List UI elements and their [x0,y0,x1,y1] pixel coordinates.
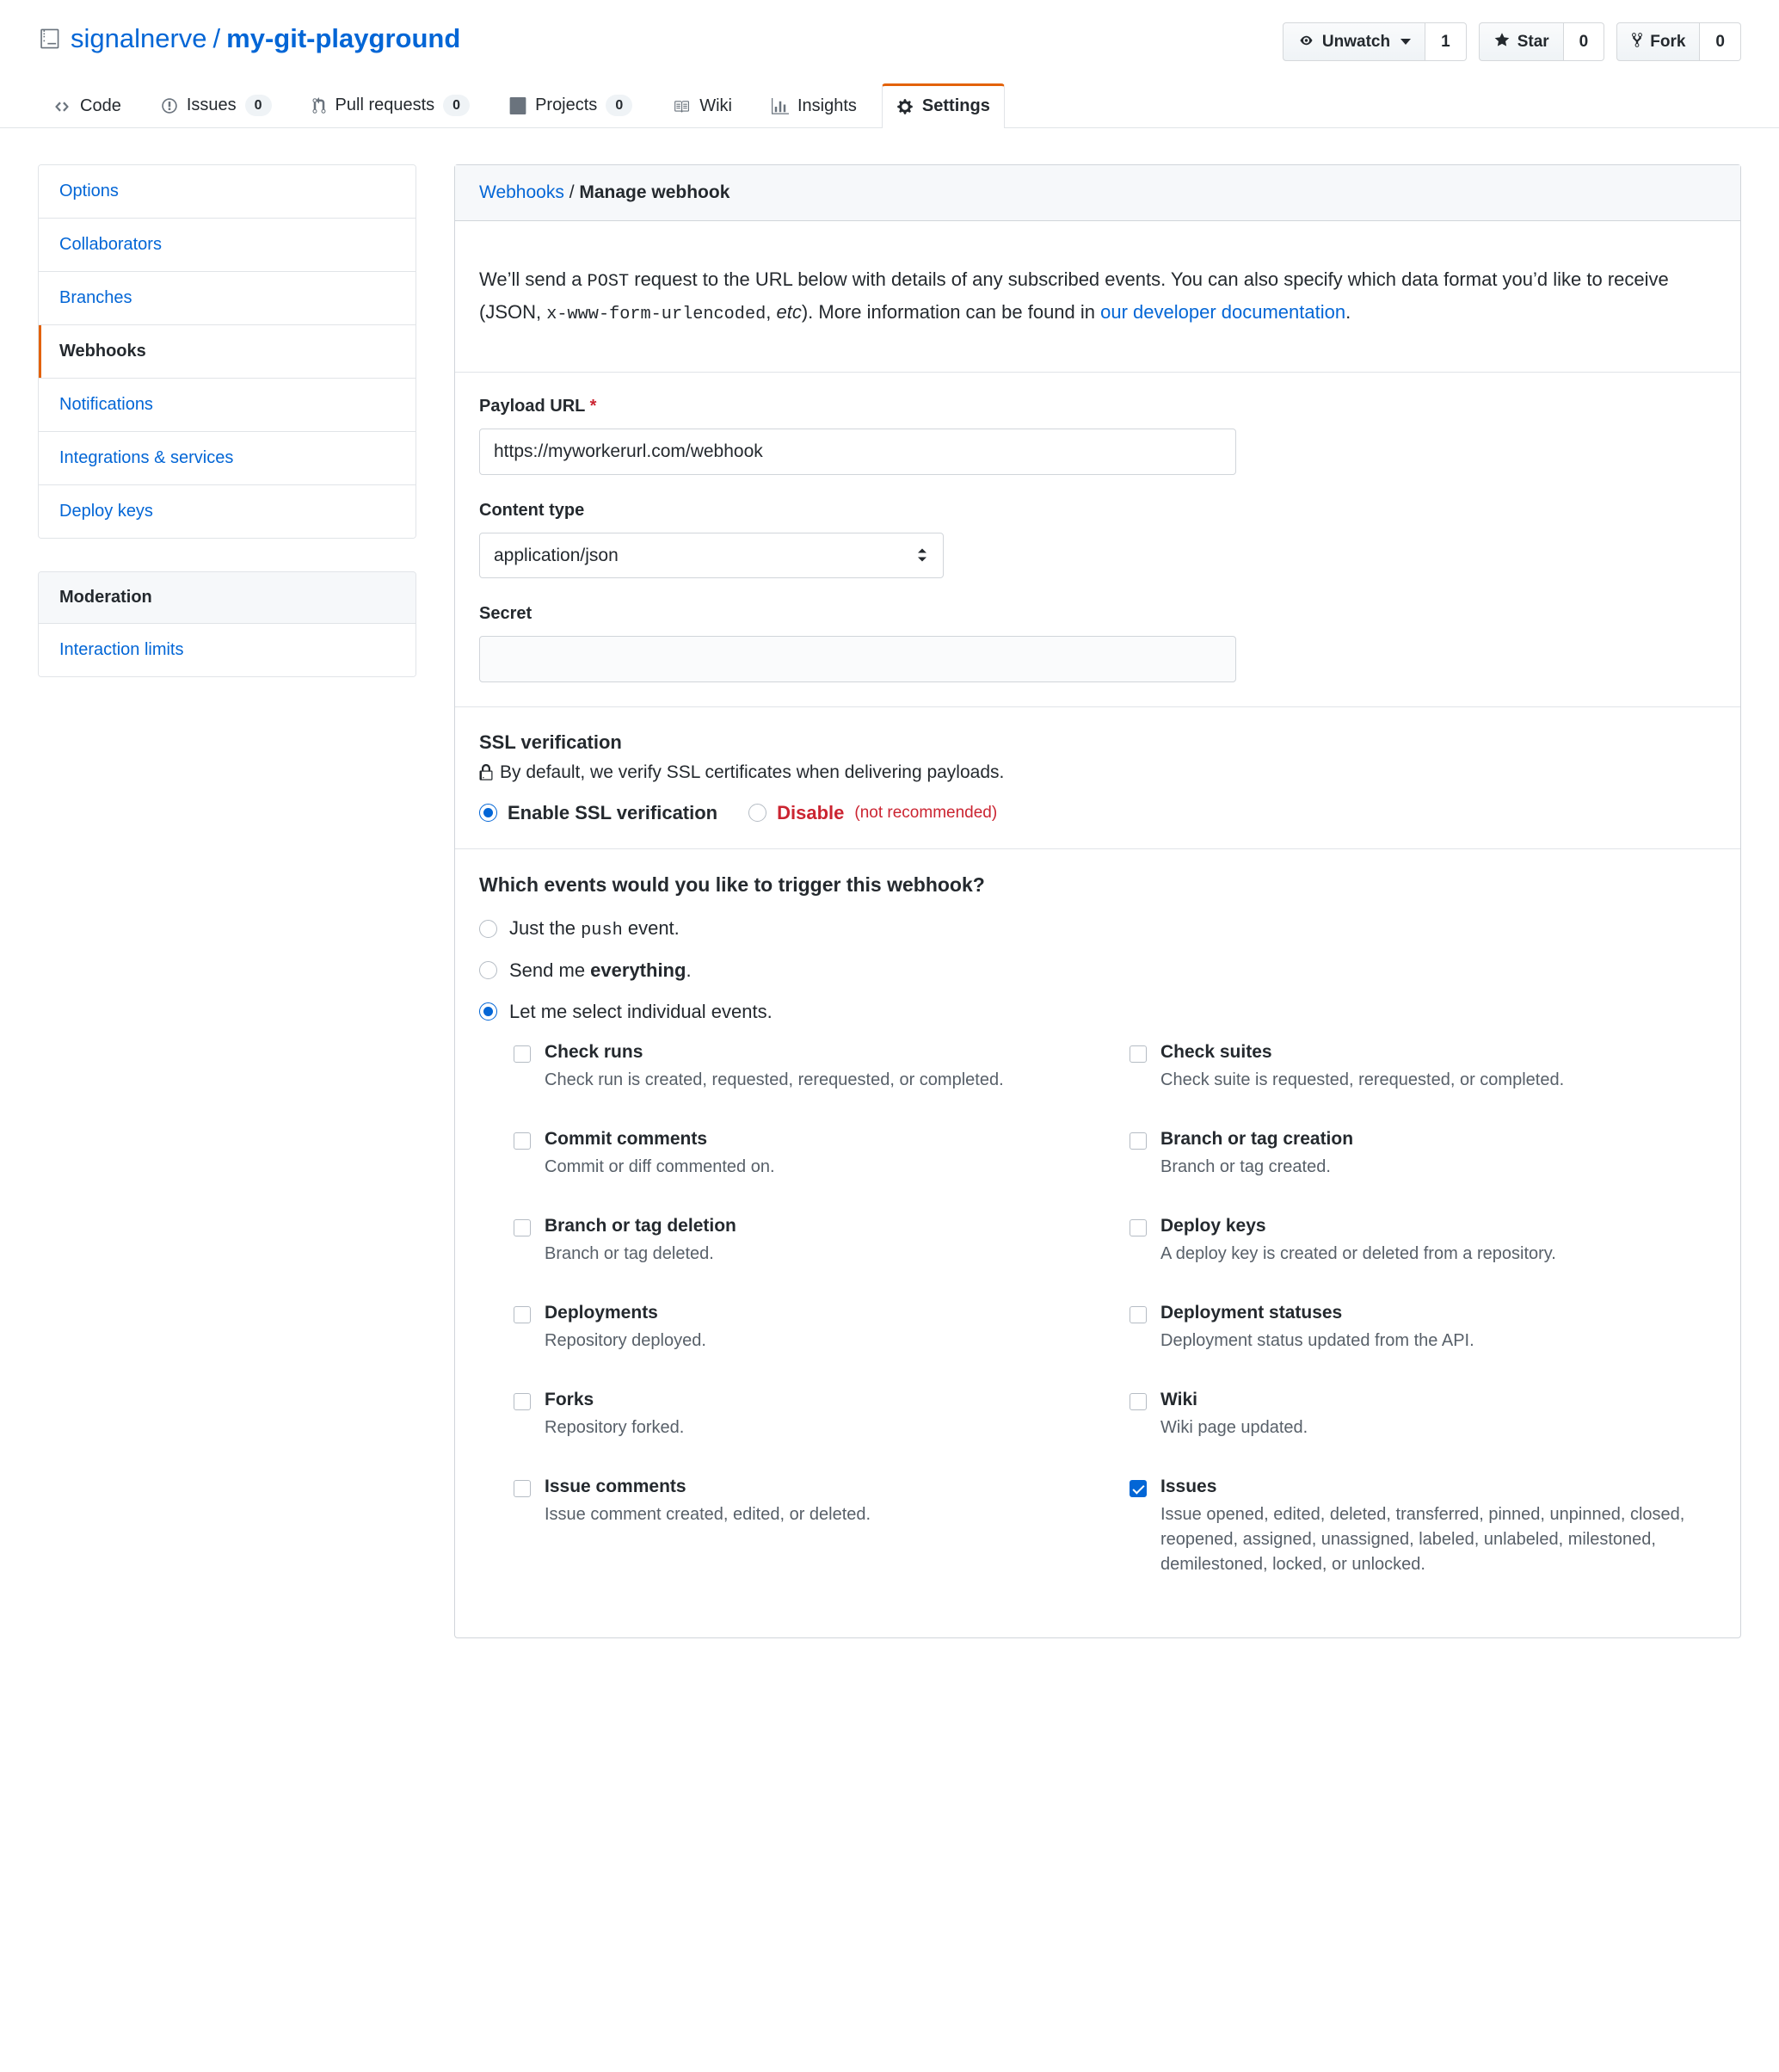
repo-owner-link[interactable]: signalnerve [71,23,207,53]
event-issue-comments-checkbox[interactable] [514,1480,531,1497]
event-issues[interactable] [1130,1477,1716,1613]
settings-sidebar [38,164,416,677]
star-button-group[interactable] [1479,22,1605,61]
intro-code-post: POST [587,272,630,293]
project-icon [509,97,526,114]
event-commit-comments[interactable] [514,1129,1100,1216]
content-type-select[interactable] [479,533,944,578]
events-individual-radio[interactable] [479,1002,497,1021]
event-deployments[interactable] [514,1303,1100,1390]
event-deployments-label: Deployments [545,1302,658,1323]
intro-part3: , [766,300,777,323]
event-branch-or-tag-deletion[interactable] [514,1216,1100,1303]
tab-issues-count: 0 [245,95,272,116]
sidebar-item-notifications[interactable]: Notifications [39,379,416,432]
tab-issues[interactable] [146,82,286,128]
event-deployment-statuses-desc: Deployment status updated from the API. [1160,1330,1474,1350]
events-everything-prefix: Send me [509,959,591,981]
event-branch-or-tag-creation-desc: Branch or tag created. [1160,1156,1331,1176]
ssl-note [479,762,1716,783]
event-deployment-statuses-checkbox[interactable] [1130,1306,1147,1323]
event-forks-label: Forks [545,1389,594,1409]
event-deploy-keys-checkbox[interactable] [1130,1219,1147,1236]
fork-button-group[interactable] [1616,22,1741,61]
repo-separator: / [212,23,221,53]
repo-actions [1283,22,1741,61]
content-type-label: Content type [479,500,585,520]
event-forks[interactable] [514,1390,1100,1477]
book-icon [672,99,691,114]
ssl-enable-label: Enable SSL verification [508,801,718,823]
secret-field [479,604,1716,682]
sidebar-item-deploy-keys[interactable]: Deploy keys [39,485,416,538]
events-everything-label [509,959,692,982]
payload-url-label-text: Payload URL [479,396,585,416]
star-count[interactable]: 0 [1564,22,1605,61]
issue-opened-icon [161,97,178,114]
event-issues-label: Issues [1160,1476,1217,1496]
event-check-runs-desc: Check run is created, requested, rerequested, or completed. [545,1070,1004,1089]
webhook-box [454,164,1741,1638]
developer-documentation-link[interactable]: our developer documentation [1100,300,1346,323]
breadcrumb-separator: / [569,182,580,203]
payload-url-label [479,397,1716,416]
secret-label: Secret [479,603,532,623]
fork-count[interactable]: 0 [1700,22,1741,61]
intro-em-etc: etc [776,300,802,323]
webhook-fields-row [455,373,1740,707]
repo-icon [38,28,60,50]
sidebar-item-branches[interactable]: Branches [39,272,416,325]
event-check-runs[interactable] [514,1042,1100,1129]
event-deploy-keys-label: Deploy keys [1160,1215,1266,1236]
event-forks-checkbox[interactable] [514,1393,531,1410]
intro-part2: request to the URL below with details of any subscribed events. You can also specify which data format you’d like to receive (JSON, [479,268,1669,323]
event-commit-comments-desc: Commit or diff commented on. [545,1156,775,1176]
event-wiki[interactable] [1130,1390,1716,1477]
events-everything-radio[interactable] [479,961,497,979]
fork-label: Fork [1650,33,1686,51]
events-checkbox-grid [514,1042,1716,1613]
star-button[interactable] [1479,22,1564,61]
breadcrumb-current: Manage webhook [579,182,730,203]
event-deployments-checkbox[interactable] [514,1306,531,1323]
intro-text [479,264,1716,329]
moderation-menu [38,571,416,677]
event-deployments-desc: Repository deployed. [545,1330,706,1350]
event-issues-desc: Issue opened, edited, deleted, transferred, pinned, unpinned, closed, reopened, assigned, unassigned, labeled, unlabeled, milestoned, demilestoned, locked, or unlocked. [1160,1504,1685,1574]
tab-pull-requests-count: 0 [443,95,470,116]
ssl-section-title: SSL verification [479,731,622,753]
eye-icon [1297,34,1315,50]
sidebar-item-integrations-services[interactable]: Integrations & services [39,432,416,485]
unwatch-label: Unwatch [1321,33,1391,51]
tab-settings[interactable] [882,83,1005,128]
event-forks-desc: Repository forked. [545,1417,685,1437]
event-branch-or-tag-deletion-label: Branch or tag deletion [545,1215,736,1236]
ssl-disable-note: (not recommended) [854,803,998,822]
settings-menu [38,164,416,539]
tab-code-label: Code [80,96,121,116]
fork-button[interactable] [1616,22,1700,61]
moderation-heading: Moderation [39,572,416,624]
events-everything-suffix: . [686,959,692,981]
tab-pull-requests[interactable] [297,82,485,128]
graph-icon [772,98,789,115]
watch-count[interactable]: 1 [1425,22,1467,61]
tab-issues-label: Issues [186,96,237,115]
tab-pull-requests-label: Pull requests [335,96,435,115]
payload-url-field [479,397,1716,475]
event-wiki-checkbox[interactable] [1130,1393,1147,1410]
unwatch-button[interactable] [1283,22,1425,61]
intro-part5: . [1345,300,1351,323]
event-deploy-keys-desc: A deploy key is created or deleted from a repository. [1160,1243,1556,1263]
events-everything-strong: everything [590,959,686,981]
tab-code[interactable] [38,83,136,128]
event-check-suites-label: Check suites [1160,1041,1272,1062]
events-push-radio[interactable] [479,920,497,938]
intro-code-urlencoded: x-www-form-urlencoded [546,304,766,324]
watch-button-group[interactable] [1283,22,1467,61]
sidebar-item-collaborators[interactable]: Collaborators [39,219,416,272]
ssl-disable-label: Disable [777,801,845,823]
event-issue-comments-label: Issue comments [545,1476,686,1496]
ssl-enable-option[interactable] [479,802,717,824]
ssl-disable-radio[interactable] [748,804,766,822]
payload-url-input[interactable] [479,429,1236,475]
chevron-down-icon [1400,39,1411,45]
events-individual-label: Let me select individual events. [509,1000,773,1022]
repo-header [0,0,1779,61]
events-push-suffix: event. [622,916,680,939]
repo-nav [0,82,1779,128]
tab-settings-label: Settings [921,96,990,116]
intro-row [455,221,1740,373]
events-title: Which events would you like to trigger this webhook? [479,873,985,896]
tab-insights-label: Insights [797,96,857,116]
tab-projects[interactable] [495,82,647,128]
ssl-radio-group [479,802,1716,824]
event-wiki-label: Wiki [1160,1389,1197,1409]
events-push-label [509,917,680,940]
event-check-runs-checkbox[interactable] [514,1045,531,1063]
event-issue-comments[interactable] [514,1477,1100,1613]
event-commit-comments-label: Commit comments [545,1128,708,1149]
ssl-verification-row [455,707,1740,849]
ssl-note-text: By default, we verify SSL certificates when delivering payloads. [500,762,1005,782]
event-deploy-keys[interactable] [1130,1216,1716,1303]
event-check-suites-checkbox[interactable] [1130,1045,1147,1063]
payload-url-required-mark: * [589,396,597,416]
events-push-prefix: Just the [509,916,582,939]
sidebar-item-interaction-limits[interactable]: Interaction limits [39,624,416,676]
repo-title [38,22,460,54]
tab-wiki[interactable] [657,83,747,128]
event-deployment-statuses[interactable] [1130,1303,1716,1390]
intro-part1: We’ll send a [479,268,588,291]
repo-name-link[interactable]: my-git-playground [226,23,461,53]
event-commit-comments-checkbox[interactable] [514,1132,531,1150]
event-branch-or-tag-deletion-checkbox[interactable] [514,1219,531,1236]
tab-insights[interactable] [757,83,871,128]
events-push-code: push [581,920,623,940]
event-deployment-statuses-label: Deployment statuses [1160,1302,1343,1323]
event-check-runs-label: Check runs [545,1041,643,1062]
event-check-suites-desc: Check suite is requested, rerequested, or completed. [1160,1070,1565,1089]
lock-icon [479,764,493,781]
fork-icon [1631,32,1643,52]
event-issues-checkbox[interactable] [1130,1480,1147,1497]
secret-input[interactable] [479,636,1236,682]
content-type-field [479,501,1716,578]
event-branch-or-tag-deletion-desc: Branch or tag deleted. [545,1243,714,1263]
code-icon [52,99,71,114]
events-option-individual[interactable] [479,1001,1716,1023]
main-content [454,164,1741,1638]
event-branch-or-tag-creation-label: Branch or tag creation [1160,1128,1354,1149]
gear-icon [896,98,914,115]
tab-wiki-label: Wiki [699,96,732,116]
event-check-suites[interactable] [1130,1042,1716,1129]
sidebar-item-options[interactable]: Options [39,165,416,219]
git-pull-request-icon [311,97,327,114]
events-option-everything[interactable] [479,959,1716,982]
star-icon [1493,32,1511,52]
breadcrumb [455,165,1740,221]
event-branch-or-tag-creation[interactable] [1130,1129,1716,1216]
tab-projects-count: 0 [606,95,632,116]
sidebar-item-webhooks[interactable]: Webhooks [39,325,416,379]
breadcrumb-webhooks-link[interactable]: Webhooks [479,182,564,203]
event-wiki-desc: Wiki page updated. [1160,1417,1308,1437]
events-row [455,849,1740,1637]
intro-part4: ). More information can be found in [801,300,1101,323]
tab-projects-label: Projects [535,96,598,115]
event-branch-or-tag-creation-checkbox[interactable] [1130,1132,1147,1150]
ssl-enable-radio[interactable] [479,804,497,822]
ssl-disable-option[interactable] [748,802,997,824]
event-issue-comments-desc: Issue comment created, edited, or deleted. [545,1504,871,1524]
star-label: Star [1517,33,1549,51]
events-option-push[interactable] [479,917,1716,940]
